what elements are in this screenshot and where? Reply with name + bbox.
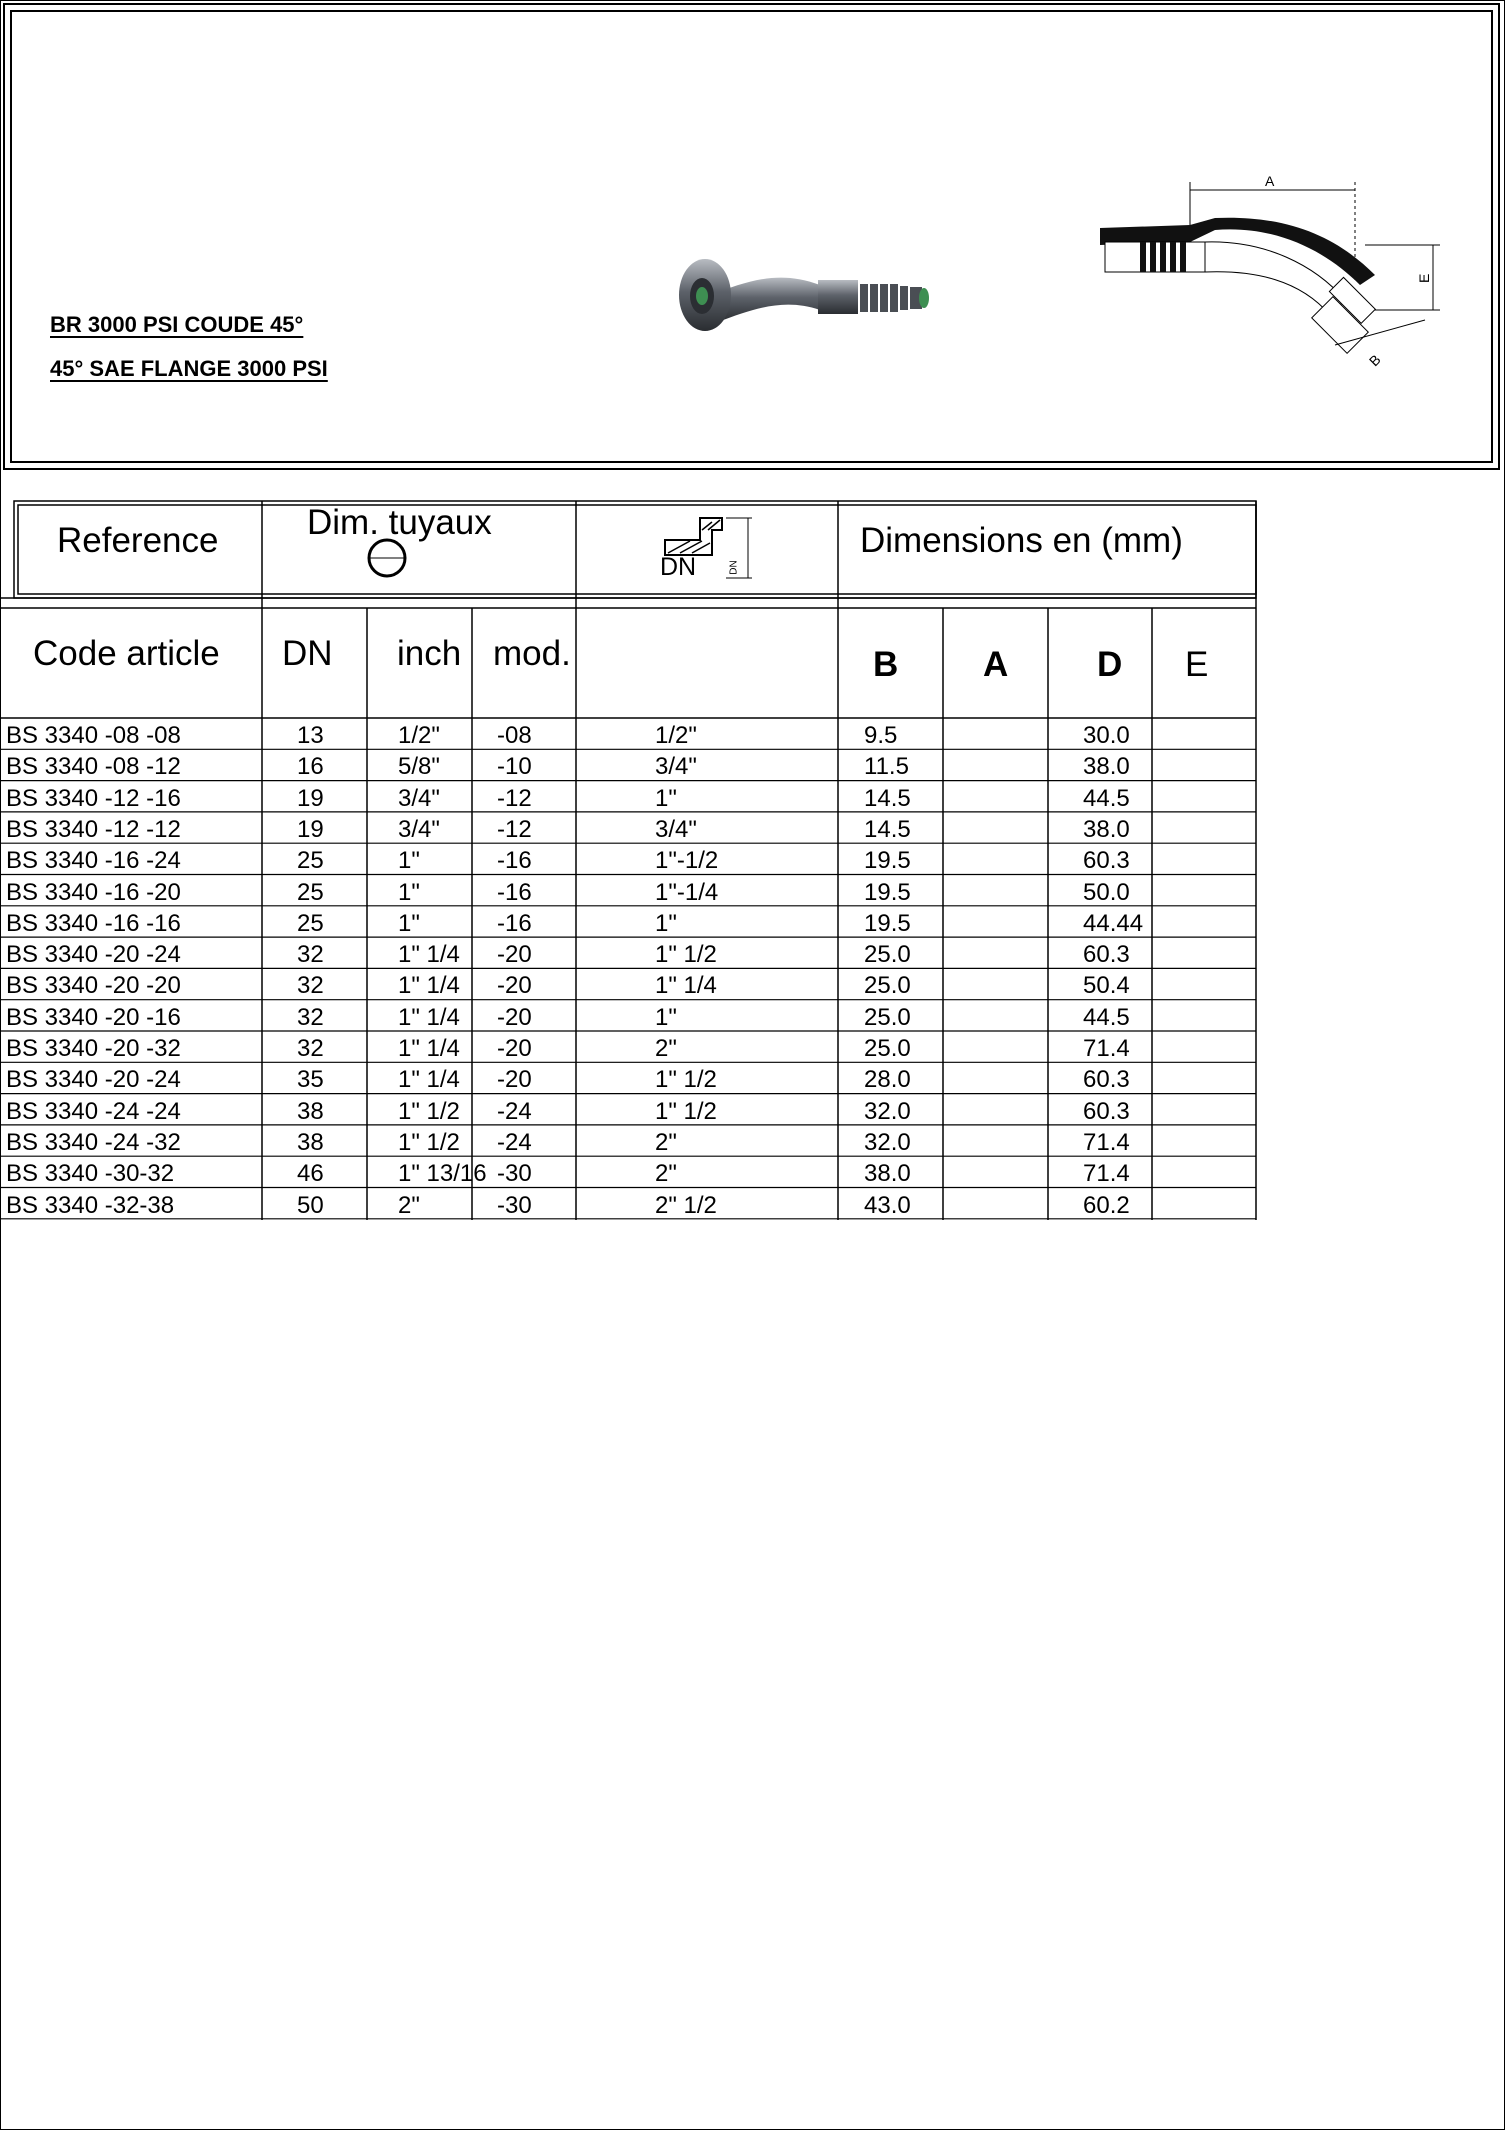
table-cell-b: 43.0: [864, 1191, 911, 1219]
dim-label-b: B: [1365, 351, 1384, 370]
table-cell-inch: 1" 1/4: [398, 972, 460, 1000]
table-cell-inch: 1" 13/16: [398, 1160, 487, 1188]
table-cell-d: 60.2: [1083, 1191, 1130, 1219]
table-cell-dn: 16: [297, 753, 324, 781]
table-cell-code: BS 3340 -16 -24: [6, 847, 181, 875]
table-cell-mod: -12: [497, 784, 532, 812]
table-cell-mod: -12: [497, 815, 532, 843]
table-cell-b: 25.0: [864, 1003, 911, 1031]
table-cell-dn: 50: [297, 1191, 324, 1219]
table-cell-b: 11.5: [864, 753, 909, 781]
table-cell-d: 50.0: [1083, 878, 1130, 906]
table-cell-flange: 1" 1/2: [655, 1097, 717, 1125]
table-cell-d: 60.3: [1083, 941, 1130, 969]
table-cell-d: 60.3: [1083, 847, 1130, 875]
table-cell-flange: 1": [655, 909, 677, 937]
table-cell-code: BS 3340 -12 -12: [6, 815, 181, 843]
table-cell-mod: -24: [497, 1097, 532, 1125]
table-cell-flange: 1" 1/2: [655, 941, 717, 969]
table-cell-d: 60.3: [1083, 1066, 1130, 1094]
table-cell-code: BS 3340 -20 -32: [6, 1035, 181, 1062]
table-cell-dn: 46: [297, 1160, 324, 1188]
table-cell-b: 32.0: [864, 1128, 911, 1156]
table-cell-d: 44.5: [1083, 784, 1130, 812]
table-cell-d: 60.3: [1083, 1097, 1130, 1125]
table-cell-flange: 2" 1/2: [655, 1191, 717, 1219]
table-cell-inch: 1": [398, 847, 420, 875]
table-cell-mod: -10: [497, 753, 532, 781]
header-dn-symbol-small: DN: [728, 560, 740, 575]
table-cell-flange: 1": [655, 1003, 677, 1031]
table-cell-flange: 2": [655, 1035, 677, 1062]
table-cell-dn: 38: [297, 1128, 324, 1156]
table-cell-code: BS 3340 -20 -16: [6, 1003, 181, 1031]
table-cell-mod: -16: [497, 878, 532, 906]
table-cell-b: 14.5: [864, 815, 911, 843]
table-cell-flange: 1/2": [655, 722, 697, 749]
table-cell-inch: 1/2": [398, 722, 440, 749]
col-header-code: Code article: [33, 634, 220, 673]
header-reference: Reference: [57, 521, 219, 560]
table-cell-mod: -08: [497, 722, 532, 749]
col-header-inch: inch: [397, 634, 462, 673]
table-cell-d: 30.0: [1083, 722, 1130, 749]
table-cell-mod: -20: [497, 972, 532, 1000]
table-cell-code: BS 3340 -20 -24: [6, 1066, 181, 1094]
table-cell-mod: -16: [497, 847, 532, 875]
table-cell-dn: 32: [297, 1003, 324, 1031]
table-cell-b: 28.0: [864, 1066, 911, 1094]
table-cell-flange: 1"-1/4: [655, 878, 719, 906]
table-cell-b: 38.0: [864, 1160, 911, 1188]
table-cell-inch: 1" 1/2: [398, 1128, 460, 1156]
table-cell-b: 9.5: [864, 722, 898, 749]
table-cell-flange: 1" 1/2: [655, 1066, 717, 1094]
dim-label-e: E: [1416, 273, 1432, 283]
table-cell-code: BS 3340 -24 -24: [6, 1097, 181, 1125]
table-cell-flange: 1" 1/4: [655, 972, 717, 1000]
table-cell-b: 25.0: [864, 972, 911, 1000]
table-cell-dn: 19: [297, 784, 324, 812]
table-cell-d: 71.4: [1083, 1128, 1130, 1156]
table-cell-inch: 1" 1/4: [398, 941, 460, 969]
table-cell-dn: 32: [297, 1035, 324, 1062]
table-cell-dn: 32: [297, 941, 324, 969]
table-cell-code: BS 3340 -12 -16: [6, 784, 181, 812]
table-cell-code: BS 3340 -20 -24: [6, 941, 181, 969]
table-cell-code: BS 3340 -08 -12: [6, 753, 181, 781]
table-cell-mod: -20: [497, 1035, 532, 1062]
header-dn-symbol: DN: [660, 553, 697, 581]
table-cell-b: 32.0: [864, 1097, 911, 1125]
col-header-mod: mod.: [493, 634, 571, 673]
table-cell-b: 25.0: [864, 1035, 911, 1062]
table-cell-flange: 2": [655, 1128, 677, 1156]
table-cell-mod: -20: [497, 1003, 532, 1031]
table-cell-dn: 25: [297, 847, 324, 875]
col-header-d: D: [1097, 645, 1123, 684]
table-cell-inch: 1" 1/4: [398, 1003, 460, 1031]
table-cell-mod: -24: [497, 1128, 532, 1156]
table-cell-code: BS 3340 -30-32: [6, 1160, 175, 1188]
table-cell-code: BS 3340 -08 -08: [6, 722, 181, 749]
table-cell-d: 71.4: [1083, 1035, 1130, 1062]
table-cell-flange: 2": [655, 1160, 677, 1188]
table-cell-b: 19.5: [864, 909, 911, 937]
table-cell-code: BS 3340 -24 -32: [6, 1128, 181, 1156]
table-cell-inch: 1" 1/4: [398, 1066, 460, 1094]
table-cell-d: 44.5: [1083, 1003, 1130, 1031]
table-cell-inch: 1" 1/2: [398, 1097, 460, 1125]
table-cell-code: BS 3340 -16 -16: [6, 909, 181, 937]
col-header-b: B: [873, 645, 899, 684]
table-cell-code: BS 3340 -32-38: [6, 1191, 175, 1219]
table-cell-b: 25.0: [864, 941, 911, 969]
table-cell-b: 14.5: [864, 784, 911, 812]
dim-label-a: A: [1265, 173, 1275, 189]
table-cell-d: 38.0: [1083, 815, 1130, 843]
table-cell-mod: -20: [497, 941, 532, 969]
table-cell-inch: 1": [398, 909, 420, 937]
title-french: BR 3000 PSI COUDE 45°: [50, 312, 304, 337]
table-cell-code: BS 3340 -16 -20: [6, 878, 181, 906]
table-cell-dn: 19: [297, 815, 324, 843]
col-header-dn: DN: [282, 634, 333, 673]
col-header-a: A: [983, 645, 1009, 684]
table-cell-dn: 13: [297, 722, 324, 749]
header-dim-tuyaux: Dim. tuyaux: [307, 503, 492, 542]
table-cell-d: 44.44: [1083, 909, 1144, 937]
table-cell-dn: 32: [297, 972, 324, 1000]
table-cell-inch: 2": [398, 1191, 420, 1219]
table-cell-b: 19.5: [864, 847, 911, 875]
table-cell-mod: -30: [497, 1191, 532, 1219]
title-english: 45° SAE FLANGE 3000 PSI: [50, 356, 328, 381]
table-cell-mod: -16: [497, 909, 532, 937]
table-cell-d: 50.4: [1083, 972, 1130, 1000]
table-cell-dn: 35: [297, 1066, 324, 1094]
table-cell-dn: 38: [297, 1097, 324, 1125]
table-cell-flange: 1"-1/2: [655, 847, 719, 875]
table-cell-mod: -30: [497, 1160, 532, 1188]
table-cell-code: BS 3340 -20 -20: [6, 972, 181, 1000]
table-cell-flange: 1": [655, 784, 677, 812]
table-cell-inch: 3/4": [398, 815, 440, 843]
table-cell-mod: -20: [497, 1066, 532, 1094]
table-cell-d: 71.4: [1083, 1160, 1130, 1188]
table-cell-dn: 25: [297, 909, 324, 937]
header-dimensions: Dimensions en (mm): [860, 521, 1183, 560]
table-cell-inch: 1" 1/4: [398, 1035, 460, 1062]
table-cell-inch: 5/8": [398, 753, 440, 781]
table-cell-d: 38.0: [1083, 753, 1130, 781]
table-cell-flange: 3/4": [655, 815, 697, 843]
table-cell-b: 19.5: [864, 878, 911, 906]
table-cell-dn: 25: [297, 878, 324, 906]
table-cell-inch: 3/4": [398, 784, 440, 812]
table-cell-inch: 1": [398, 878, 420, 906]
table-cell-flange: 3/4": [655, 753, 697, 781]
col-header-e: E: [1185, 645, 1209, 684]
